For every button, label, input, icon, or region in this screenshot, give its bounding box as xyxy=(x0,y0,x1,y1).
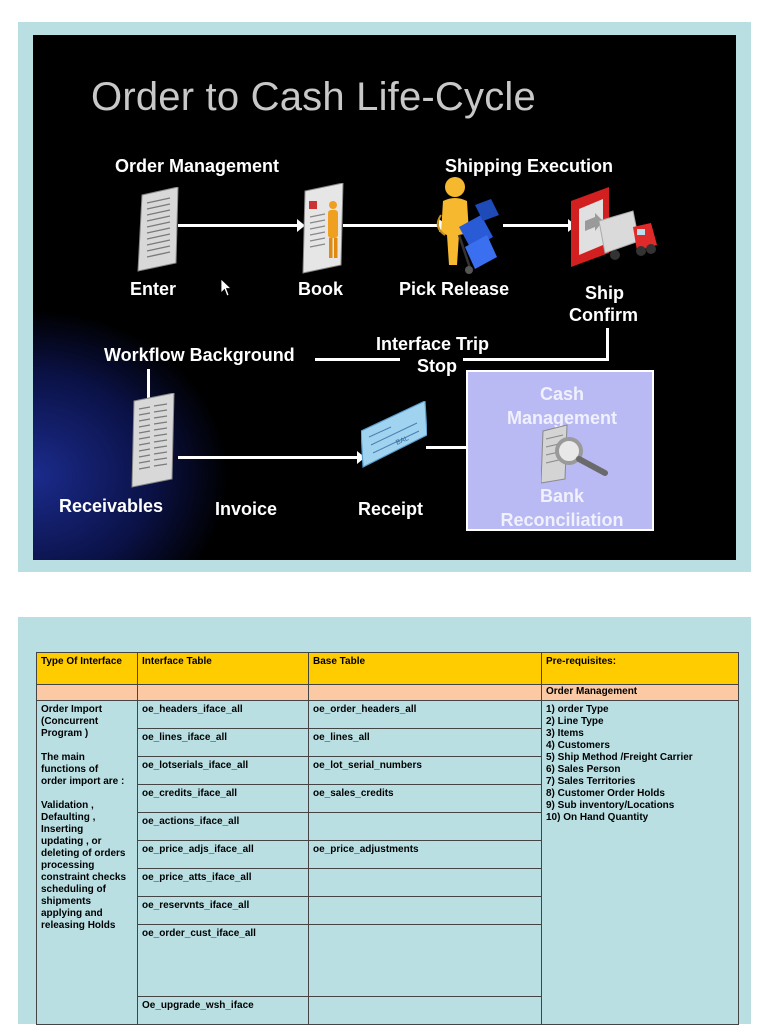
magnifier-document-icon xyxy=(541,421,611,485)
interface-table-cell: oe_credits_iface_all xyxy=(138,785,309,813)
base-table-cell: oe_price_adjustments xyxy=(309,841,542,869)
connector-pick-ship xyxy=(503,224,573,227)
truck-icon xyxy=(571,187,663,275)
header-base-table: Base Table xyxy=(309,653,542,685)
type-line: applying and xyxy=(41,908,103,919)
base-table-cell xyxy=(309,925,542,997)
enter-label: Enter xyxy=(130,279,177,299)
type-line: Defaulting , xyxy=(41,812,96,823)
prerequisite-item: 7) Sales Territories xyxy=(546,776,636,787)
base-table-cell xyxy=(309,897,542,925)
table-row xyxy=(37,701,739,729)
type-line: Order Import xyxy=(41,704,103,715)
cursor-icon xyxy=(221,279,233,297)
interface-table-cell: oe_headers_iface_all xyxy=(138,701,309,729)
order-management-label: Order Management xyxy=(115,156,280,176)
prerequisite-item: 2) Line Type xyxy=(546,716,604,727)
prerequisite-item: 10) On Hand Quantity xyxy=(546,812,649,823)
connector-book-pick xyxy=(343,224,443,227)
interface-table-cell: oe_reservnts_iface_all xyxy=(138,897,309,925)
ship-label: Ship xyxy=(585,283,624,303)
prerequisite-item: 1) order Type xyxy=(546,704,609,715)
svg-text:BAL: BAL xyxy=(394,435,410,447)
type-of-interface-cell xyxy=(37,701,138,1025)
connector-ship-trip xyxy=(463,358,609,361)
header-type-of-interface: Type Of Interface xyxy=(37,653,138,685)
cheque-icon xyxy=(361,401,427,473)
type-line xyxy=(41,788,133,800)
type-line: scheduling of xyxy=(41,884,106,895)
interface-table-cell: oe_order_cust_iface_all xyxy=(138,925,309,997)
receipt-label: Receipt xyxy=(358,499,424,519)
interface-table-cell: Oe_upgrade_wsh_iface xyxy=(138,997,309,1025)
subheader-cell xyxy=(309,685,542,701)
prerequisite-item: 4) Customers xyxy=(546,740,610,751)
type-line: Inserting xyxy=(41,824,84,835)
header-interface-table: Interface Table xyxy=(138,653,309,685)
receivables-document-icon xyxy=(130,393,176,489)
interface-table-cell: oe_price_atts_iface_all xyxy=(138,869,309,897)
invoice-label: Invoice xyxy=(215,499,278,519)
table-frame xyxy=(18,617,751,1024)
prerequisite-item: 3) Items xyxy=(546,728,584,739)
base-table-cell: oe_sales_credits xyxy=(309,785,542,813)
connector-trip-workflow xyxy=(315,358,400,361)
base-table-cell xyxy=(309,813,542,841)
prerequisite-item: 6) Sales Person xyxy=(546,764,621,775)
prerequisite-item: 9) Sub inventory/Locations xyxy=(546,800,675,811)
subheader-order-management: Order Management xyxy=(542,685,739,701)
type-line: shipments xyxy=(41,896,92,907)
subheader-cell xyxy=(37,685,138,701)
type-line: processing xyxy=(41,860,95,871)
prerequisite-item: 8) Customer Order Holds xyxy=(546,788,665,799)
base-table-cell: oe_order_headers_all xyxy=(309,701,542,729)
worker-boxes-icon xyxy=(435,175,505,275)
stop-label: Stop xyxy=(417,356,457,376)
workflow-background-label: Workflow Background xyxy=(104,345,295,365)
confirm-label: Confirm xyxy=(569,305,638,325)
connector-receivables-receipt xyxy=(178,456,362,459)
type-line: order import are : xyxy=(41,776,125,787)
shipping-execution-label: Shipping Execution xyxy=(445,156,614,176)
interface-table xyxy=(36,652,739,1025)
bank-label-2: Reconciliation xyxy=(500,510,624,530)
type-line: Program ) xyxy=(41,728,89,739)
header-prerequisites: Pre-requisites: xyxy=(542,653,739,685)
pick-release-label: Pick Release xyxy=(399,279,510,299)
booked-document-icon xyxy=(301,183,345,275)
type-line: Validation , xyxy=(41,800,94,811)
table-header-row xyxy=(37,653,739,685)
prerequisite-item: 5) Ship Method /Freight Carrier xyxy=(546,752,693,763)
base-table-cell: oe_lot_serial_numbers xyxy=(309,757,542,785)
interface-table-cell: oe_price_adjs_iface_all xyxy=(138,841,309,869)
connector-enter-book xyxy=(178,224,302,227)
cash-management-label-2: Management xyxy=(506,408,618,428)
interface-table-cell: oe_lotserials_iface_all xyxy=(138,757,309,785)
type-line xyxy=(41,740,133,752)
base-table-cell xyxy=(309,997,542,1025)
type-line: constraint checks xyxy=(41,872,127,883)
base-table-cell: oe_lines_all xyxy=(309,729,542,757)
receivables-label: Receivables xyxy=(59,496,164,516)
connector-ship-down xyxy=(606,328,609,361)
cash-management-label-1: Cash xyxy=(539,384,584,404)
slide xyxy=(33,35,736,560)
interface-table-cell: oe_actions_iface_all xyxy=(138,813,309,841)
type-line: deleting of orders xyxy=(41,848,126,859)
bank-label-1: Bank xyxy=(539,486,584,506)
book-label: Book xyxy=(298,279,343,299)
table-subheader-row xyxy=(37,685,739,701)
type-line: releasing Holds xyxy=(41,920,116,931)
subheader-cell xyxy=(138,685,309,701)
base-table-cell xyxy=(309,869,542,897)
prerequisites-cell xyxy=(542,701,739,1025)
type-line: The main xyxy=(41,752,85,763)
slide-frame xyxy=(18,22,751,572)
document-icon xyxy=(136,187,180,273)
type-line: (Concurrent xyxy=(41,716,99,727)
slide-title: Order to Cash Life-Cycle xyxy=(91,75,536,119)
interface-table-cell: oe_lines_iface_all xyxy=(138,729,309,757)
interface-trip-label: Interface Trip xyxy=(376,334,490,354)
type-line: updating , or xyxy=(41,836,102,847)
type-line: functions of xyxy=(41,764,99,775)
